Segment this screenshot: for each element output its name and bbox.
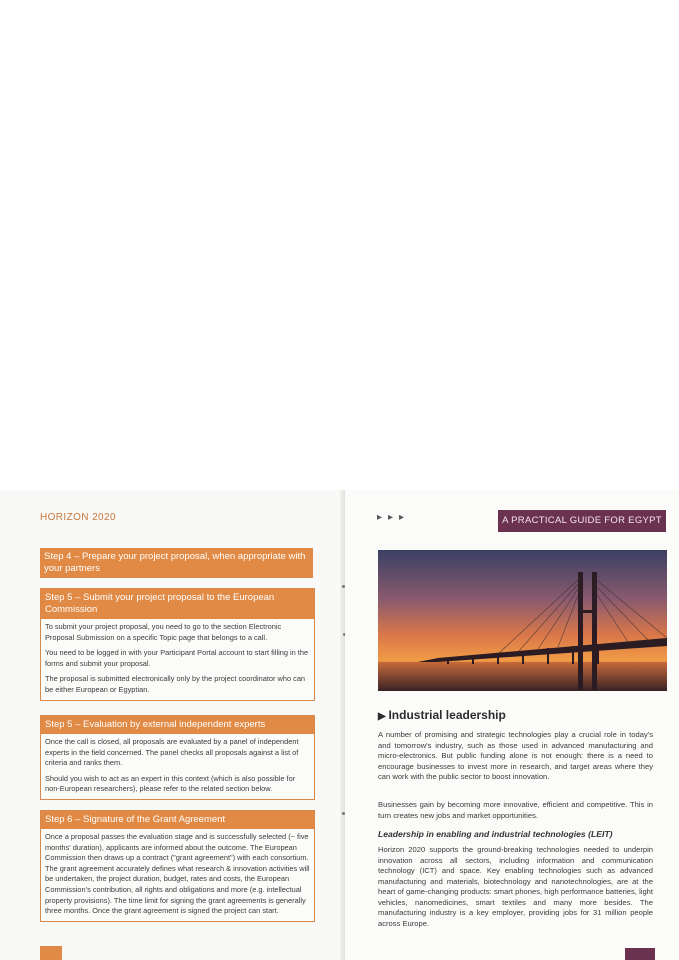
document-spread	[0, 490, 679, 960]
step5-evaluation-box	[40, 715, 315, 800]
intro-paragraph: A number of promising and strategic technologies play a crucial role in today's and tomorrow's industry, such as those used in advanced manufacturing and micro-electronics. But public funding alone is not enough: there is a need to encourage businesses to invest more in research, and target areas where they can work with the public sector to boost innovation.	[378, 730, 653, 781]
step5-submit-para: The proposal is submitted electronically only by the project coordinator who can be either European or Egyptian.	[45, 674, 306, 694]
step4-title: Step 4 – Prepare your project proposal, when appropriate with your partners	[44, 551, 306, 574]
nav-arrows-icon: ▸▸▸	[377, 512, 411, 523]
section-title: ▶ Industrial leadership	[378, 708, 506, 722]
step6-para: Once a proposal passes the evaluation stage and is successfully selected (~ five months' duration), applicants are informed about the outcome. The European Commission then draws up a contract ("grant agreement") with each consortium. The grant agreement accurately defines what research & innovation activities will be undertaken, the project duration, budget, rates and costs, the European Commission's contribution, all rights and obligations and more (e.g. intellectual property provisions). The time limit for signing the grant agreements is generally three months. Once the grant agreement is signed the project can start.	[45, 832, 310, 916]
bridge-sunset-photo	[378, 550, 667, 691]
business-paragraph: Businesses gain by becoming more innovative, efficient and competitive. This in turn creates new jobs and market opportunities.	[378, 800, 653, 820]
caret-right-icon: ▶	[378, 711, 389, 722]
step6-box	[40, 810, 315, 922]
step4-header	[40, 548, 313, 578]
leit-paragraph: Horizon 2020 supports the ground-breaking technologies needed to underpin innovation across all sectors, including information and communication technology (ICT) and space. Key enabling technologies such as advanced manufacturing and materials, biotechnology and nanotechnologies, are at the heart of game-changing products: smart phones, high performance batteries, light vehicles, nanomedicines, smart textiles and many more besides. The manufacturing industry is a key employer, providing jobs for 31 million people across Europe.	[378, 845, 653, 928]
bridge-photo-illustration	[378, 550, 667, 691]
step5-submit-para: You need to be logged in with your Participant Portal account to start filling in the forms and submit your proposal.	[45, 648, 309, 668]
step5-evaluation-title: Step 5 – Evaluation by external independent experts	[41, 716, 314, 734]
step6-title: Step 6 – Signature of the Grant Agreement	[41, 811, 314, 829]
series-label: HORIZON 2020	[40, 512, 116, 523]
page-number-tab-right	[625, 948, 655, 960]
step5-submit-title: Step 5 – Submit your project proposal to the European Commission	[41, 589, 314, 619]
step5-submit-para: To submit your project proposal, you need to go to the section Electronic Proposal Submission on a specific Topic page that belongs to a call.	[45, 622, 282, 642]
step5-evaluation-para: Should you wish to act as an expert in this context (which is also possible for non-European researchers), please refer to the related section below.	[45, 773, 296, 794]
step5-submit-box	[40, 588, 315, 701]
step5-evaluation-para: Once the call is closed, all proposals are evaluated by a panel of independent experts in the field concerned. The panel checks all proposals against a list of criteria and ranks them.	[45, 737, 299, 768]
page-number-tab-left	[40, 946, 62, 960]
guide-badge: A PRACTICAL GUIDE FOR EGYPT	[498, 510, 666, 532]
left-page	[0, 490, 345, 960]
leit-subheading: Leadership in enabling and industrial technologies (LEIT)	[378, 829, 613, 839]
